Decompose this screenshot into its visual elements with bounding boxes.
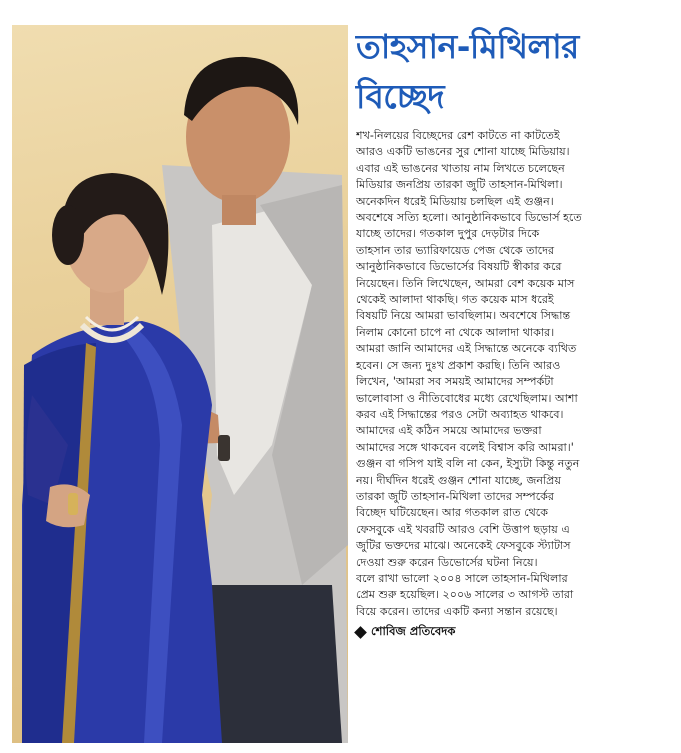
body-line: আরও একটি ভাঙনের সুর শোনা যাচ্ছে মিডিয়ায়। <box>356 145 570 159</box>
body-line: নিয়েছেন। তিনি লিখেছেন, আমরা বেশ কয়েক মাস <box>356 276 575 290</box>
couple-photo-illustration <box>12 25 348 743</box>
body-line: বিচ্ছেদ ঘটিয়েছেন। আর গতকাল রাত থেকে <box>356 506 549 520</box>
body-line: আনুষ্ঠানিকভাবে ডিভোর্সের বিষয়টি স্বীকার করে <box>356 260 562 274</box>
body-line: আমাদের এই কঠিন সময়ে আমাদের ভক্তরা <box>356 424 542 438</box>
body-line: ফেসবুকে এই খবরটি আরও বেশি উত্তাপ ছড়ায় এ <box>356 522 570 536</box>
body-line: নিলাম কোনো চাপে না থেকে আলাদা থাকার। <box>356 325 555 339</box>
body-line: দেওয়া শুরু করেন ডিভোর্সের ঘটনা নিয়ে। <box>356 555 538 569</box>
body-line: তারকা জুটি তাহসান-মিথিলা তাদের সম্পর্কের <box>356 489 555 503</box>
body-line: নয়। দীর্ঘদিন ধরেই গুঞ্জন শোনা যাচ্ছে, জনপ্রিয় <box>356 473 561 487</box>
body-line: মিডিয়ার জনপ্রিয় তারকা জুটি তাহসান-মিথিলা। <box>356 178 563 192</box>
body-line: ভালোবাসা ও নীতিবোধের মধ্যে রেখেছিলাম। আশা <box>356 391 578 405</box>
byline <box>356 623 672 642</box>
body-line: প্রেম শুরু হয়েছিল। ২০০৬ সালের ৩ আগস্ট তারা <box>356 588 574 602</box>
couple-photo <box>12 25 348 743</box>
byline-text: শোবিজ প্রতিবেদক <box>371 624 456 639</box>
body-line: গুঞ্জন বা গসিপ যাই বলি না কেন, ইস্যুটা কিন্তু নতুন <box>356 457 580 471</box>
body-line: অনেকদিন ধরেই মিডিয়ায় চলছিল এই গুঞ্জন। <box>356 194 554 208</box>
body-line: যাচ্ছে তাদের। গতকাল দুপুর দেড়টার দিকে <box>356 227 540 241</box>
article-body <box>356 128 672 620</box>
body-line: আমাদের সঙ্গে থাকবেন বলেই বিশ্বাস করি আমরা।' <box>356 440 574 454</box>
body-line: তাহসান তার ভ্যারিফায়েড পেজ থেকে তাদের <box>356 243 555 257</box>
article <box>356 22 672 744</box>
body-line: শখ-নিলয়ের বিচ্ছেদের রেশ কাটতে না কাটতেই <box>356 129 560 142</box>
body-line: অবশেষে সত্যি হলো। আনুষ্ঠানিকভাবে ডিভোর্স হতে <box>356 211 582 225</box>
body-line: হবেন। সে জন্য দুঃখ প্রকাশ করছি। তিনি আরও <box>356 358 561 372</box>
body-line: আমরা জানি আমাদের এই সিদ্ধান্তে অনেকে ব্যথিত <box>356 342 577 356</box>
body-line: থেকেই আলাদা থাকছি। গত কয়েক মাস ধরেই <box>356 293 554 307</box>
body-line: বিষয়টি নিয়ে আমরা ভাবছিলাম। অবশেষে সিদ্ধান্ত <box>356 309 571 323</box>
body-line: জুটির ভক্তদের মাঝে। অনেকেই ফেসবুকে স্ট্যাটাস <box>356 539 571 553</box>
headline-line-1: তাহসান-মিথিলার <box>356 27 579 66</box>
headline <box>356 22 672 122</box>
body-line: লিখেন, 'আমরা সব সময়ই আমাদের সম্পর্কটা <box>356 375 554 389</box>
body-line: করব এই সিদ্ধান্তের পরও সেটা অব্যাহত থাকবে। <box>356 407 564 421</box>
diamond-bullet-icon <box>354 626 367 639</box>
body-line: এবার এই ভাঙনের খাতায় নাম লিখতে চলেছেন <box>356 161 565 175</box>
body-line: বিয়ে করেন। তাদের একটি কন্যা সন্তান রয়েছে। <box>356 604 558 618</box>
headline-line-2: বিচ্ছেদ <box>356 77 445 116</box>
body-line: বলে রাখা ভালো ২০০৪ সালে তাহসান-মিথিলার <box>356 571 568 585</box>
